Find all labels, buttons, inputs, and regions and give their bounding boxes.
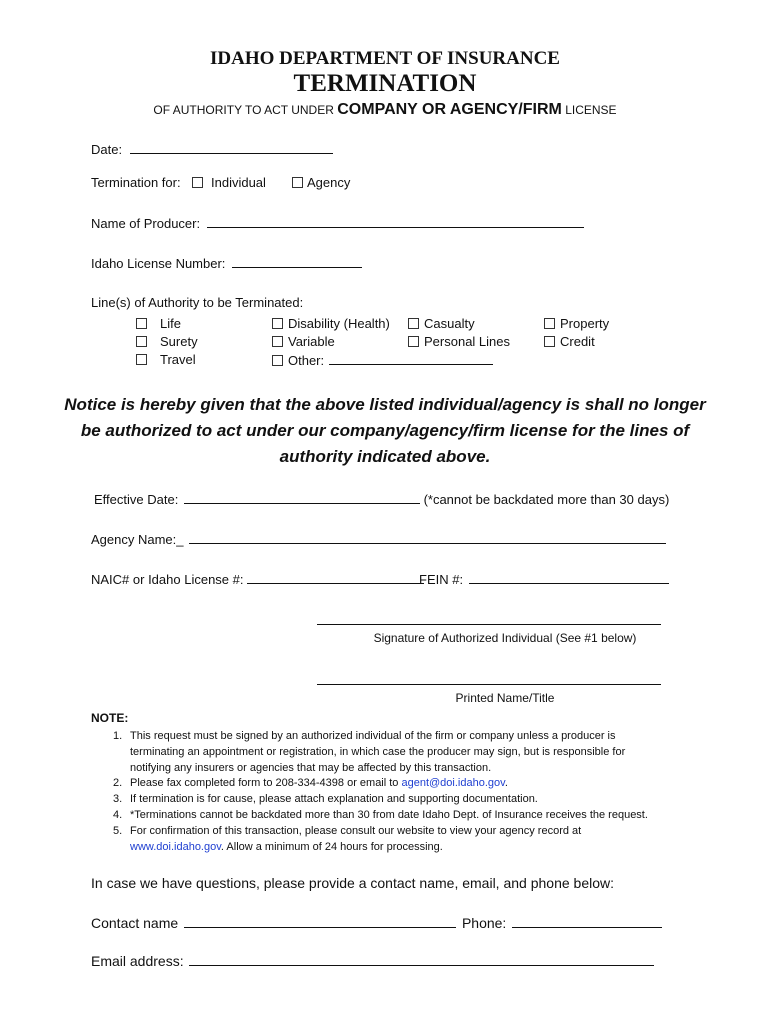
license-number-row — [91, 255, 362, 271]
effective-date-note: (*cannot be backdated more than 30 days) — [423, 492, 670, 507]
individual-checkbox[interactable] — [192, 177, 203, 188]
agency-checkbox[interactable] — [292, 177, 303, 188]
fein-field[interactable] — [469, 571, 669, 584]
note-heading: NOTE: — [91, 711, 129, 725]
loa-life[interactable] — [136, 316, 181, 331]
disability-label: Disability (Health) — [288, 316, 390, 331]
other-label: Other: — [288, 353, 325, 368]
variable-checkbox[interactable] — [272, 336, 283, 347]
note-number: 2. — [113, 777, 123, 790]
property-label: Property — [560, 316, 610, 331]
travel-checkbox[interactable] — [136, 354, 147, 365]
other-field[interactable] — [329, 352, 493, 365]
date-label: Date: — [91, 142, 123, 157]
naic-row — [91, 571, 424, 587]
signature-caption: Signature of Authorized Individual (See #1 below) — [373, 631, 637, 645]
subtitle-emphasis: COMPANY OR AGENCY/FIRM — [337, 101, 562, 118]
fein-label: FEIN #: — [419, 572, 464, 587]
loa-disability[interactable] — [272, 316, 390, 331]
note-1-line-1: This request must be signed by an authorized individual of the firm or company unless a producer is — [130, 730, 616, 742]
agency-name-label: Agency Name:_ — [91, 532, 184, 547]
agency-name-field[interactable] — [189, 531, 666, 544]
form-title: TERMINATION — [293, 70, 477, 97]
effective-date-row — [94, 491, 669, 507]
email-label: Email address: — [91, 953, 184, 969]
note-item-3 — [113, 792, 710, 808]
note-number: 5. — [113, 824, 123, 837]
naic-field[interactable] — [247, 571, 424, 584]
phone-field[interactable] — [512, 913, 662, 928]
subtitle-suffix: LICENSE — [565, 103, 617, 117]
loa-surety[interactable] — [136, 334, 198, 349]
loa-personal-lines[interactable] — [408, 334, 510, 349]
date-row — [91, 141, 333, 157]
personal-lines-label: Personal Lines — [424, 334, 510, 349]
casualty-label: Casualty — [424, 316, 475, 331]
note-item-2 — [113, 776, 710, 792]
lines-of-authority-label: Line(s) of Authority to be Terminated: — [91, 295, 304, 310]
contact-name-field[interactable] — [184, 913, 456, 928]
termination-option-agency[interactable] — [292, 175, 350, 190]
note-4-text: *Terminations cannot be backdated more than 30 from date Idaho Dept. of Insurance receives the request. — [130, 808, 648, 821]
printed-name-line[interactable] — [317, 684, 661, 685]
agency-name-row — [91, 531, 666, 547]
surety-label: Surety — [160, 334, 198, 349]
note-2-text: Please fax completed form to 208-334-4398 or email to — [130, 777, 402, 790]
contact-name-row — [91, 913, 662, 931]
effective-date-label: Effective Date: — [94, 492, 179, 507]
note-5-line-1: For confirmation of this transaction, please consult our website to view your agency record at — [130, 824, 582, 837]
subtitle-prefix: OF AUTHORITY TO ACT UNDER — [153, 103, 334, 117]
notes-list — [113, 729, 710, 855]
note-2-end: . — [504, 777, 508, 790]
note-item-5 — [113, 824, 710, 856]
note-5-end: . Allow a minimum of 24 hours for processing. — [220, 840, 443, 853]
signature-line[interactable] — [317, 624, 661, 625]
loa-variable[interactable] — [272, 334, 335, 349]
life-label: Life — [160, 316, 181, 331]
note-item-1 — [113, 729, 710, 776]
personal-lines-checkbox[interactable] — [408, 336, 419, 347]
credit-label: Credit — [560, 334, 595, 349]
date-field[interactable] — [130, 141, 333, 154]
loa-other[interactable] — [272, 352, 493, 368]
loa-casualty[interactable] — [408, 316, 475, 331]
note-number: 1. — [113, 730, 123, 742]
disability-checkbox[interactable] — [272, 318, 283, 329]
notice-line-3: authority indicated above. — [279, 447, 491, 466]
note-number: 4. — [113, 808, 123, 821]
life-checkbox[interactable] — [136, 318, 147, 329]
note-number: 3. — [113, 793, 123, 806]
producer-row — [91, 215, 584, 231]
other-checkbox[interactable] — [272, 355, 283, 366]
notice-text — [60, 392, 710, 470]
printed-name-caption: Printed Name/Title — [455, 691, 555, 705]
loa-credit[interactable] — [544, 334, 595, 349]
email-row — [91, 951, 654, 969]
phone-label: Phone: — [461, 915, 507, 931]
note-item-4 — [113, 808, 710, 824]
variable-label: Variable — [288, 334, 335, 349]
individual-label: Individual — [211, 175, 266, 190]
property-checkbox[interactable] — [544, 318, 555, 329]
note-1-line-3: notifying any insurers or agencies that may be affected by this transaction. — [130, 761, 492, 774]
department-title: IDAHO DEPARTMENT OF INSURANCE — [210, 48, 560, 69]
casualty-checkbox[interactable] — [408, 318, 419, 329]
loa-travel[interactable] — [136, 352, 196, 367]
license-number-label: Idaho License Number: — [91, 256, 226, 271]
credit-checkbox[interactable] — [544, 336, 555, 347]
producer-label: Name of Producer: — [91, 216, 201, 231]
surety-checkbox[interactable] — [136, 336, 147, 347]
license-number-field[interactable] — [232, 255, 362, 268]
contact-name-label: Contact name — [91, 915, 179, 931]
notice-line-2: be authorized to act under our company/agency/firm license for the lines of — [80, 421, 690, 440]
naic-label: NAIC# or Idaho License #: — [91, 572, 244, 587]
website-link[interactable]: www.doi.idaho.gov — [130, 840, 221, 853]
travel-label: Travel — [160, 352, 196, 367]
email-link[interactable]: agent@doi.idaho.gov — [401, 777, 505, 790]
note-1-line-2: terminating an appointment or registration, in which case the producer may sign, but is responsible for — [130, 745, 626, 758]
effective-date-field[interactable] — [184, 491, 420, 504]
fein-row — [419, 571, 669, 587]
termination-option-individual[interactable] — [192, 175, 266, 190]
note-3-text: If termination is for cause, please attach explanation and supporting documentation. — [130, 793, 538, 806]
notice-line-1: Notice is hereby given that the above listed individual/agency is shall no longer — [64, 395, 706, 414]
termination-for-label: Termination for: — [91, 175, 181, 190]
contact-intro: In case we have questions, please provide a contact name, email, and phone below: — [91, 875, 614, 891]
producer-field[interactable] — [207, 215, 584, 228]
form-subtitle — [0, 101, 770, 119]
agency-label: Agency — [307, 175, 351, 190]
email-field[interactable] — [189, 951, 654, 966]
loa-property[interactable] — [544, 316, 609, 331]
